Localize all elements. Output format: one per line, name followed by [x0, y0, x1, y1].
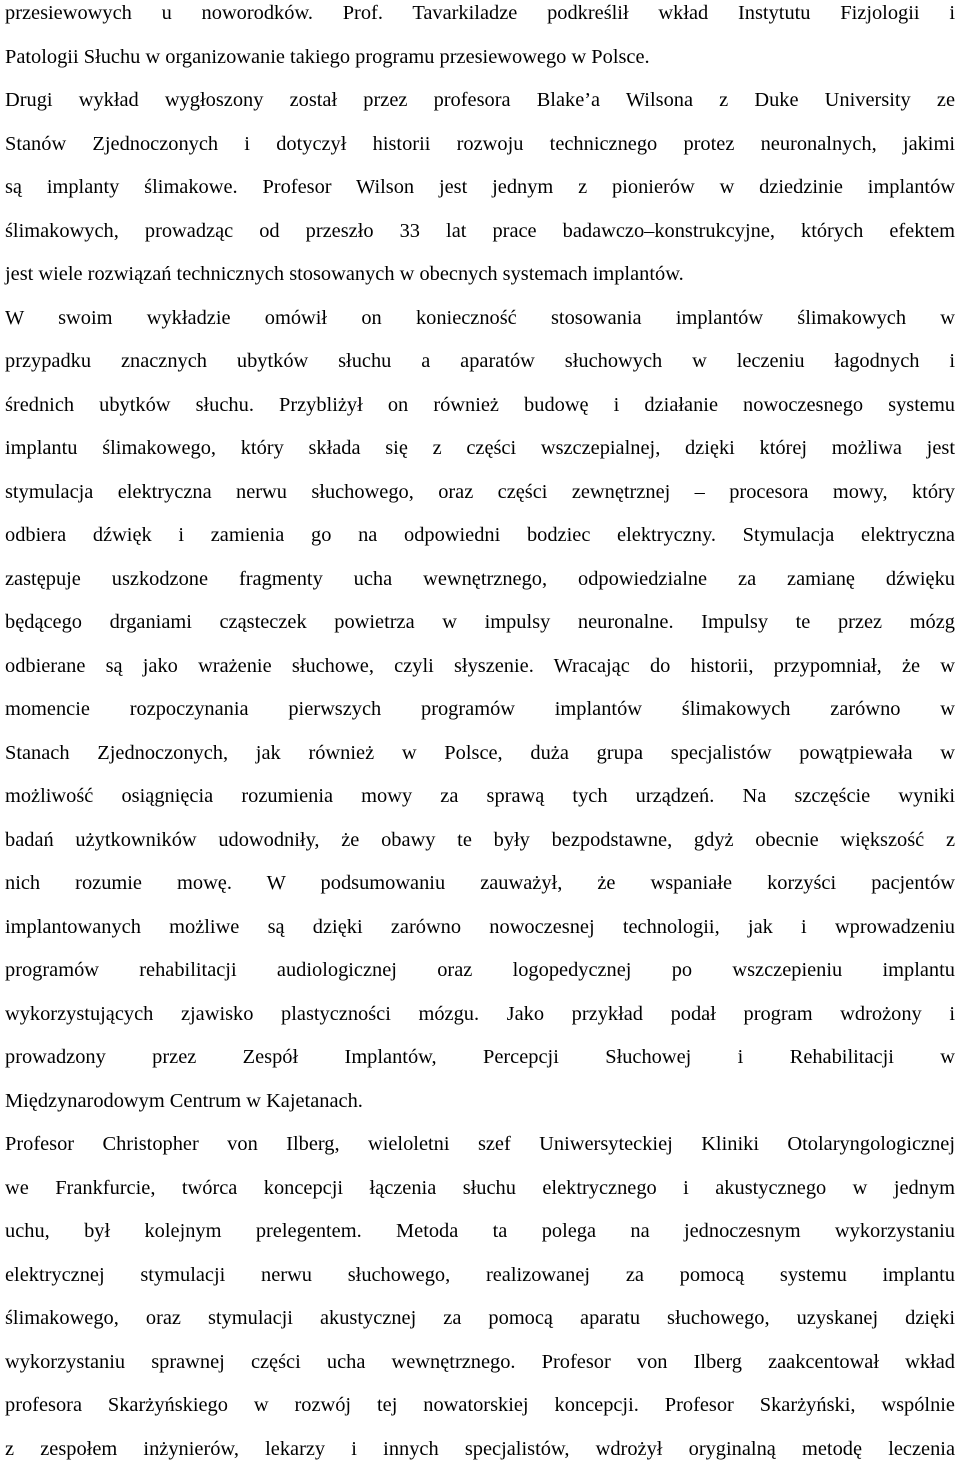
text-line: programów rehabilitacji audiologicznej oraz logopedycznej po wszczepieniu implantu — [5, 959, 955, 981]
text-line: Stanów Zjednoczonych i dotyczył historii rozwoju technicznego protez neuronalnych, jakimi — [5, 132, 955, 155]
text-line: implantowanych możliwe są dzięki zarówno nowoczesnej technologii, jak i wprowadzeniu — [5, 915, 955, 938]
text-line: Drugi wykład wygłoszony został przez profesora Blake’a Wilsona z Duke University ze — [5, 89, 955, 111]
text-line: zastępuje uszkodzone fragmenty ucha wewnętrznego, odpowiedzialne za zamianę dźwięku — [5, 567, 955, 590]
text-line: Patologii Słuchu w organizowanie takiego programu przesiewowego w Polsce. — [5, 45, 650, 68]
text-line: ślimakowego, oraz stymulacji akustycznej za pomocą aparatu słuchowego, uzyskanej dzięki — [5, 1307, 955, 1329]
text-line: przesiewowych u noworodków. Prof. Tavarkiladze podkreślił wkład Instytutu Fizjologii i — [5, 2, 955, 24]
text-line: profesora Skarżyńskiego w rozwój tej nowatorskiej koncepcji. Profesor Skarżyński, wspólnie — [5, 1394, 955, 1416]
text-line: we Frankfurcie, twórca koncepcji łączenia słuchu elektrycznego i akustycznego w jednym — [5, 1176, 955, 1199]
text-line: możliwość osiągnięcia rozumienia mowy za sprawą tych urządzeń. Na szczęście wyniki — [5, 785, 955, 807]
text-line: elektrycznej stymulacji nerwu słuchowego, realizowanej za pomocą systemu implantu — [5, 1263, 955, 1286]
text-line: badań użytkowników udowodniły, że obawy te były bezpodstawne, gdyż obecnie większość z — [5, 828, 955, 851]
text-line: odbiera dźwięk i zamienia go na odpowiedni bodziec elektryczny. Stymulacja elektryczna — [5, 524, 955, 546]
text-line: przypadku znacznych ubytków słuchu a aparatów słuchowych w leczeniu łagodnych i — [5, 350, 955, 372]
text-line: średnich ubytków słuchu. Przybliżył on również budowę i działanie nowoczesnego systemu — [5, 393, 955, 416]
text-line: ślimakowych, prowadząc od przeszło 33 lat prace badawczo–konstrukcyjne, których efektem — [5, 219, 955, 242]
text-line: wykorzystujących zjawisko plastyczności mózgu. Jako przykład podał program wdrożony i — [5, 1002, 955, 1025]
text-line: stymulacja elektryczna nerwu słuchowego, oraz części zewnętrznej – procesora mowy, który — [5, 480, 955, 503]
text-line: są implanty ślimakowe. Profesor Wilson jest jednym z pionierów w dziedzinie implantów — [5, 176, 955, 198]
text-line: odbierane są jako wrażenie słuchowe, czyli słyszenie. Wracając do historii, przypomniał, że w — [5, 654, 955, 677]
text-line: Międzynarodowym Centrum w Kajetanach. — [5, 1089, 363, 1112]
text-line: Profesor Christopher von Ilberg, wieloletni szef Uniwersyteckiej Kliniki Otolaryngologicznej — [5, 1133, 955, 1155]
text-line: wykorzystaniu sprawnej części ucha wewnętrznego. Profesor von Ilberg zaakcentował wkład — [5, 1350, 955, 1373]
text-line: momencie rozpoczynania pierwszych programów implantów ślimakowych zarówno w — [5, 698, 955, 720]
text-line: Stanach Zjednoczonych, jak również w Polsce, duża grupa specjalistów powątpiewała w — [5, 741, 955, 764]
text-line: implantu ślimakowego, który składa się z części wszczepialnej, dzięki której możliwa jest — [5, 437, 955, 459]
text-line: nich rozumie mowę. W podsumowaniu zauważył, że wspaniałe korzyści pacjentów — [5, 872, 955, 894]
text-line: prowadzony przez Zespół Implantów, Percepcji Słuchowej i Rehabilitacji w — [5, 1046, 955, 1068]
text-line: będącego drganiami cząsteczek powietrza w impulsy neuronalne. Impulsy te przez mózg — [5, 611, 955, 633]
text-line: jest wiele rozwiązań technicznych stosowanych w obecnych systemach implantów. — [5, 263, 684, 285]
text-line: z zespołem inżynierów, lekarzy i innych specjalistów, wdrożył oryginalną metodę leczenia — [5, 1437, 955, 1460]
text-line: W swoim wykładzie omówił on konieczność stosowania implantów ślimakowych w — [5, 306, 955, 329]
text-line: uchu, był kolejnym prelegentem. Metoda ta polega na jednoczesnym wykorzystaniu — [5, 1220, 955, 1242]
